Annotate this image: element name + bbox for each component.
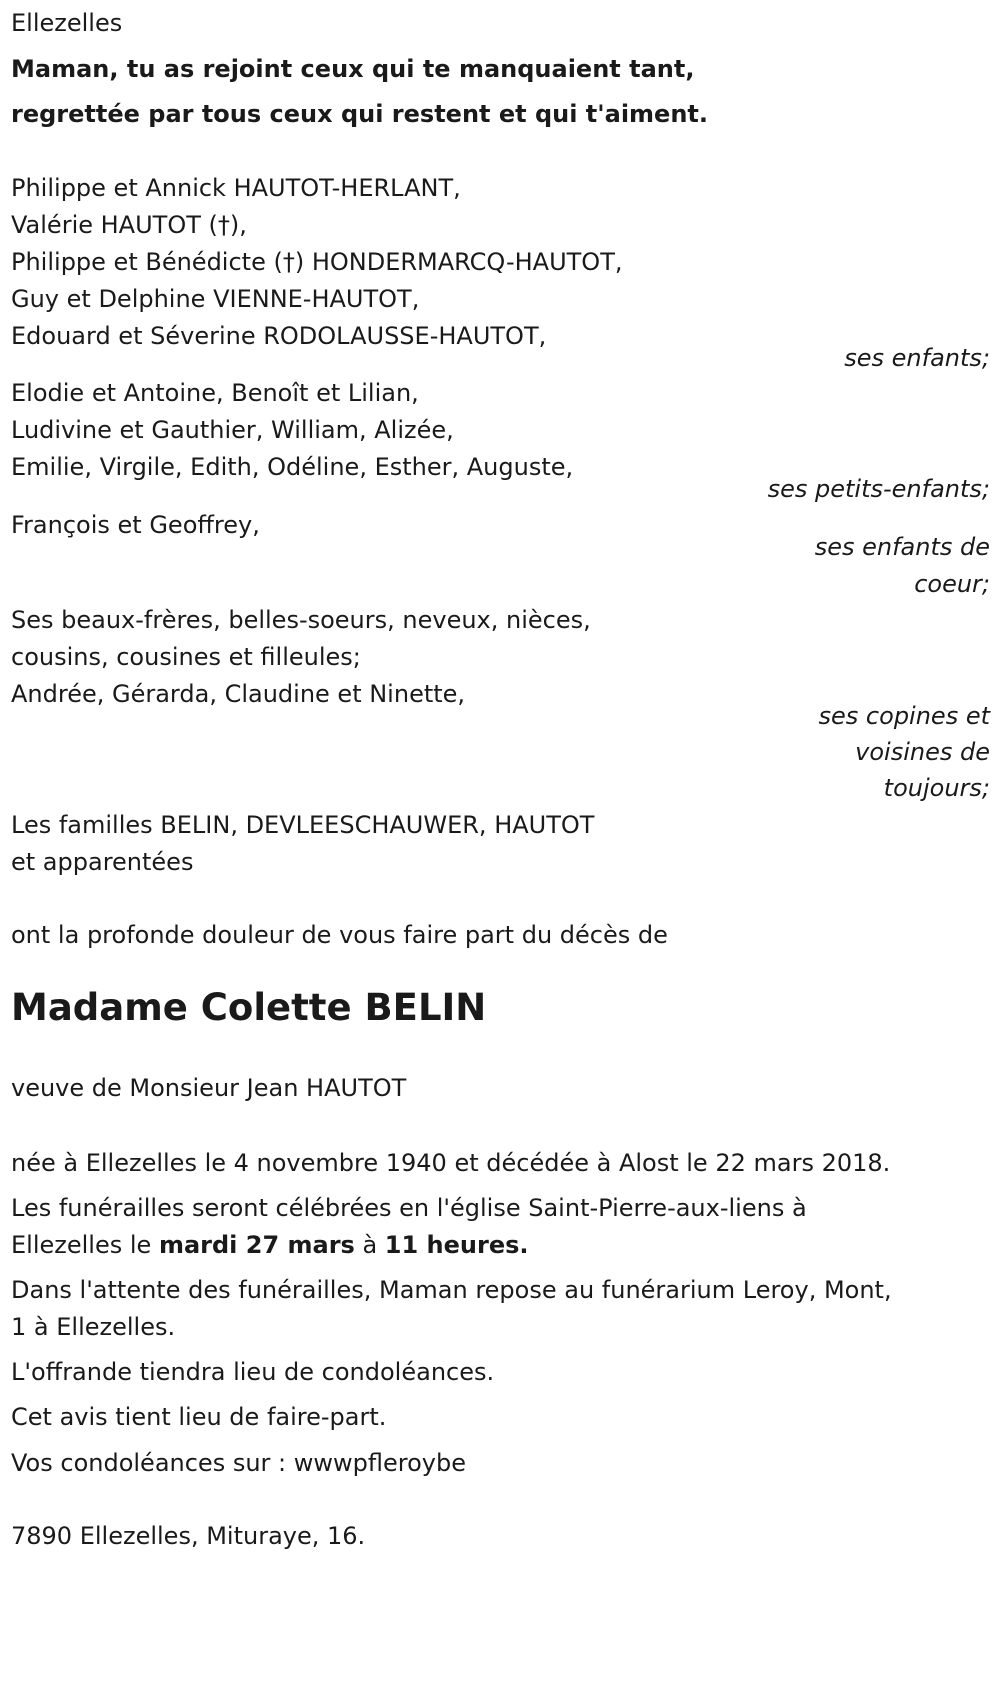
- families-line: et apparentées: [11, 848, 194, 876]
- repose-line: 1 à Ellezelles.: [11, 1313, 176, 1341]
- funeral-date: mardi 27 mars: [158, 1231, 355, 1259]
- child-name: Valérie HAUTOT (†),: [11, 211, 247, 239]
- child-name: Edouard et Séverine RODOLAUSSE-HAUTOT,: [11, 322, 547, 350]
- child-name: Philippe et Bénédicte (†) HONDERMARCQ-HAUTOT,: [11, 248, 623, 276]
- birth-death: née à Ellezelles le 4 novembre 1940 et décédée à Alost le 22 mars 2018.: [11, 1149, 891, 1177]
- relatives-line: cousins, cousines et filleules;: [11, 643, 361, 671]
- funeral-connector: à: [354, 1231, 385, 1259]
- friends-label: voisines de: [855, 738, 990, 766]
- children-label: ses enfants;: [844, 344, 990, 372]
- heart-children-name: François et Geoffrey,: [11, 511, 260, 539]
- grandchild-name: Emilie, Virgile, Edith, Odéline, Esther, Auguste,: [11, 453, 574, 481]
- child-name: Guy et Delphine VIENNE-HAUTOT,: [11, 285, 420, 313]
- funeral-line-1: Les funérailles seront célébrées en l'église Saint-Pierre-aux-liens à: [11, 1194, 807, 1222]
- grandchildren-label: ses petits-enfants;: [767, 475, 990, 503]
- deceased-name: Madame Colette BELIN: [11, 986, 487, 1029]
- relatives-line: Ses beaux-frères, belles-soeurs, neveux, nièces,: [11, 606, 591, 634]
- notice: Cet avis tient lieu de faire-part.: [11, 1403, 387, 1431]
- relatives-line: Andrée, Gérarda, Claudine et Ninette,: [11, 680, 466, 708]
- families-line: Les familles BELIN, DEVLEESCHAUWER, HAUTOT: [11, 811, 595, 839]
- widow-of: veuve de Monsieur Jean HAUTOT: [11, 1074, 407, 1102]
- grandchild-name: Ludivine et Gauthier, William, Alizée,: [11, 416, 454, 444]
- funeral-prefix: Ellezelles le: [11, 1231, 159, 1259]
- friends-label: ses copines et: [818, 702, 990, 730]
- heart-children-label: ses enfants de: [814, 533, 990, 561]
- grandchild-name: Elodie et Antoine, Benoît et Lilian,: [11, 379, 419, 407]
- repose-line: Dans l'attente des funérailles, Maman repose au funérarium Leroy, Mont,: [11, 1276, 892, 1304]
- announcement: ont la profonde douleur de vous faire part du décès de: [11, 921, 668, 949]
- heart-children-label: coeur;: [914, 570, 990, 598]
- condolences: Vos condoléances sur : wwwpfleroybe: [11, 1449, 466, 1477]
- friends-label: toujours;: [883, 774, 990, 802]
- funeral-line-2: [11, 1230, 529, 1260]
- address: 7890 Ellezelles, Mituraye, 16.: [11, 1522, 366, 1550]
- quote-line-1: Maman, tu as rejoint ceux qui te manquaient tant,: [11, 55, 695, 83]
- quote-line-2: regrettée par tous ceux qui restent et qui t'aiment.: [11, 100, 709, 128]
- funeral-time: 11 heures.: [384, 1231, 529, 1259]
- town-header: Ellezelles: [11, 9, 123, 37]
- offering: L'offrande tiendra lieu de condoléances.: [11, 1358, 495, 1386]
- child-name: Philippe et Annick HAUTOT-HERLANT,: [11, 174, 461, 202]
